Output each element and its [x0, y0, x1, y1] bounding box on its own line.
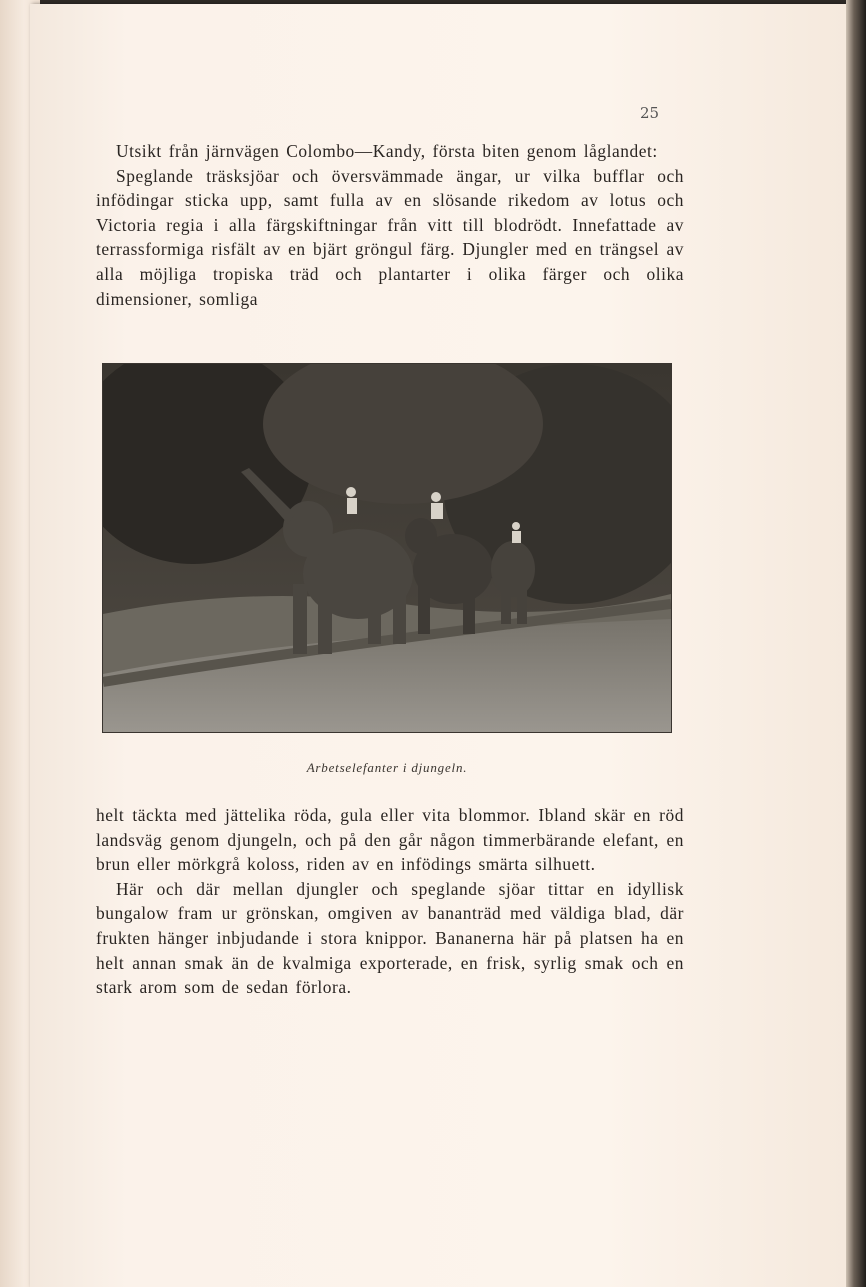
- photo-working-elephants: [102, 363, 672, 733]
- text-block-top: [96, 139, 684, 311]
- page-edge-shadow: [846, 0, 866, 1287]
- paragraph: Utsikt från järnvägen Colombo—Kandy, första biten genom låglandet:: [116, 141, 658, 161]
- figure-caption: Arbetselefanter i djungeln.: [306, 760, 468, 775]
- paragraph: Speglande träsksjöar och översvämmade ängar, ur vilka bufflar och infödingar sticka upp, samt fulla av en slösande rikedom av lotus och Victoria regia i alla färgskiftningar från vitt till blodrödt. Innefattade av terrassformiga risfält av en bjärt gröngul färg. Djungler med en trängsel av alla möjliga tropiska träd och plantarter i olika färger och olika dimensioner, somliga: [96, 165, 684, 309]
- paragraph: Här och där mellan djungler och speglande sjöar tittar en idyllisk bungalow fram ur grönskan, omgiven av bananträd med väldiga blad, där frukten hänger inbjudande i stora knippor. Bananerna här på platsen ha en helt annan smak än de kvalmiga exporterade, en frisk, syrlig smak och en stark arom som de sedan förlora.: [96, 878, 684, 998]
- photo-illustration: [103, 364, 671, 732]
- paragraph: helt täckta med jättelika röda, gula eller vita blommor. Ibland skär en röd landsväg genom djungeln, och på den går någon timmerbärande elefant, en brun eller mörkgrå koloss, riden av en infödings smärta silhuett.: [96, 805, 684, 875]
- page-number: 25: [640, 104, 660, 122]
- text-block-bottom: [96, 803, 684, 1000]
